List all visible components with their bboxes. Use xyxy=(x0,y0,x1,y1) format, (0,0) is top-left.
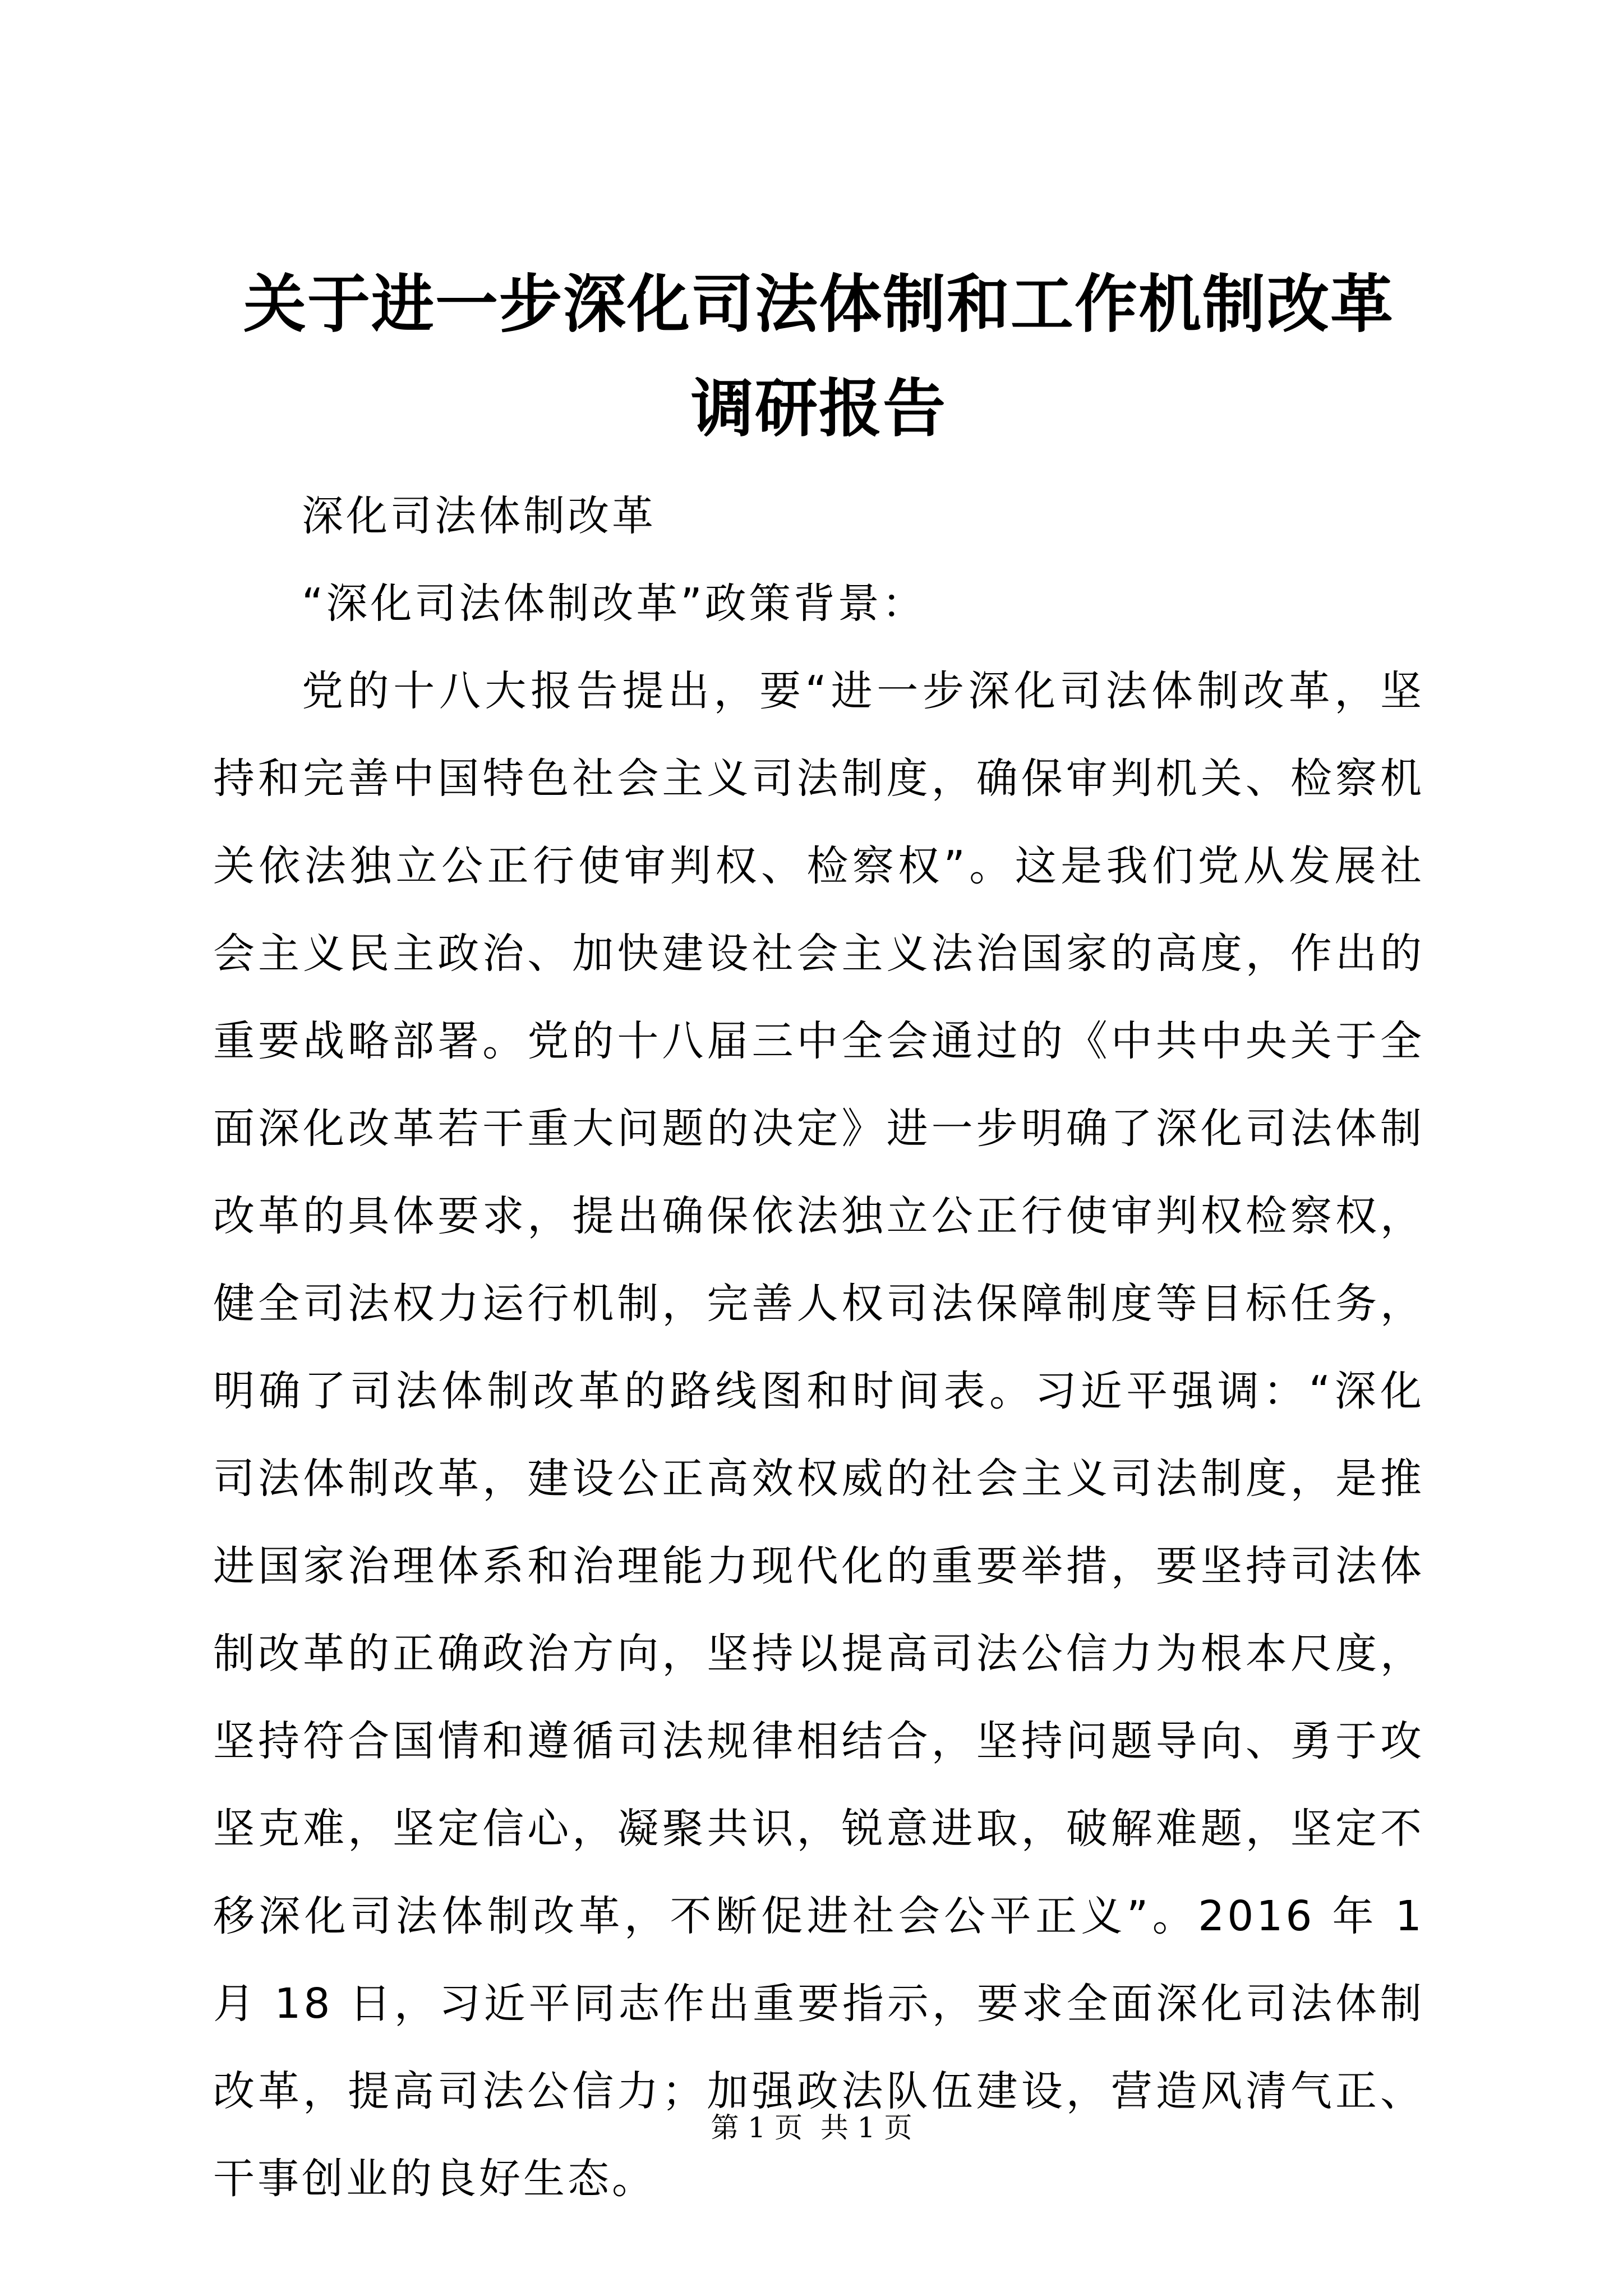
paragraph-main-text: 党的十八大报告提出，要“进一步深化司法体制改革，坚持和完善中国特色社会主义司法制度，确保审判机关、检察机关依法独立公正行使审判权、检察权”。这是我们党从发展社会主义民主政治、加快建设社会主义法治国家的高度，作出的重要战略部署。党的十八届三中全会通过的《中共中央关于全面深化改革若干重大问题的决定》进一步明确了深化司法体制改革的具体要求，提出确保依法独立公正行使审判权检察权，健全司法权力运行机制，完善人权司法保障制度等目标任务，明确了司法体制改革的路线图和时间表。习近平强调：“深化司法体制改革，建设公正高效权威的社会主义司法制度，是推进国家治理体系和治理能力现代化的重要举措，要坚持司法体制改革的正确政治方向，坚持以提高司法公信力为根本尺度，坚持符合国情和遵循司法规律相结合，坚持问题导向、勇于攻坚克难，坚定信心，凝聚共识，锐意进取，破解难题，坚定不移深化司法体制改革，不断促进社会公平正义”。2016 年 1 月 18 日，习近平同志作出重要指示，要求全面深化司法体制改革，提高司法公信力；加强政法队伍建设，营造风清气正、干事创业的良好生态。 xyxy=(213,667,1424,2203)
document-body xyxy=(213,472,1424,2223)
document-title: 关于进一步深化司法体制和工作机制改革调研报告 xyxy=(243,268,1394,445)
page-number: 第 1 页 共 1 页 xyxy=(711,2111,912,2144)
paragraph-heading: 深化司法体制改革 xyxy=(302,492,656,540)
paragraph-policy-background: “深化司法体制改革”政策背景： xyxy=(302,579,926,628)
